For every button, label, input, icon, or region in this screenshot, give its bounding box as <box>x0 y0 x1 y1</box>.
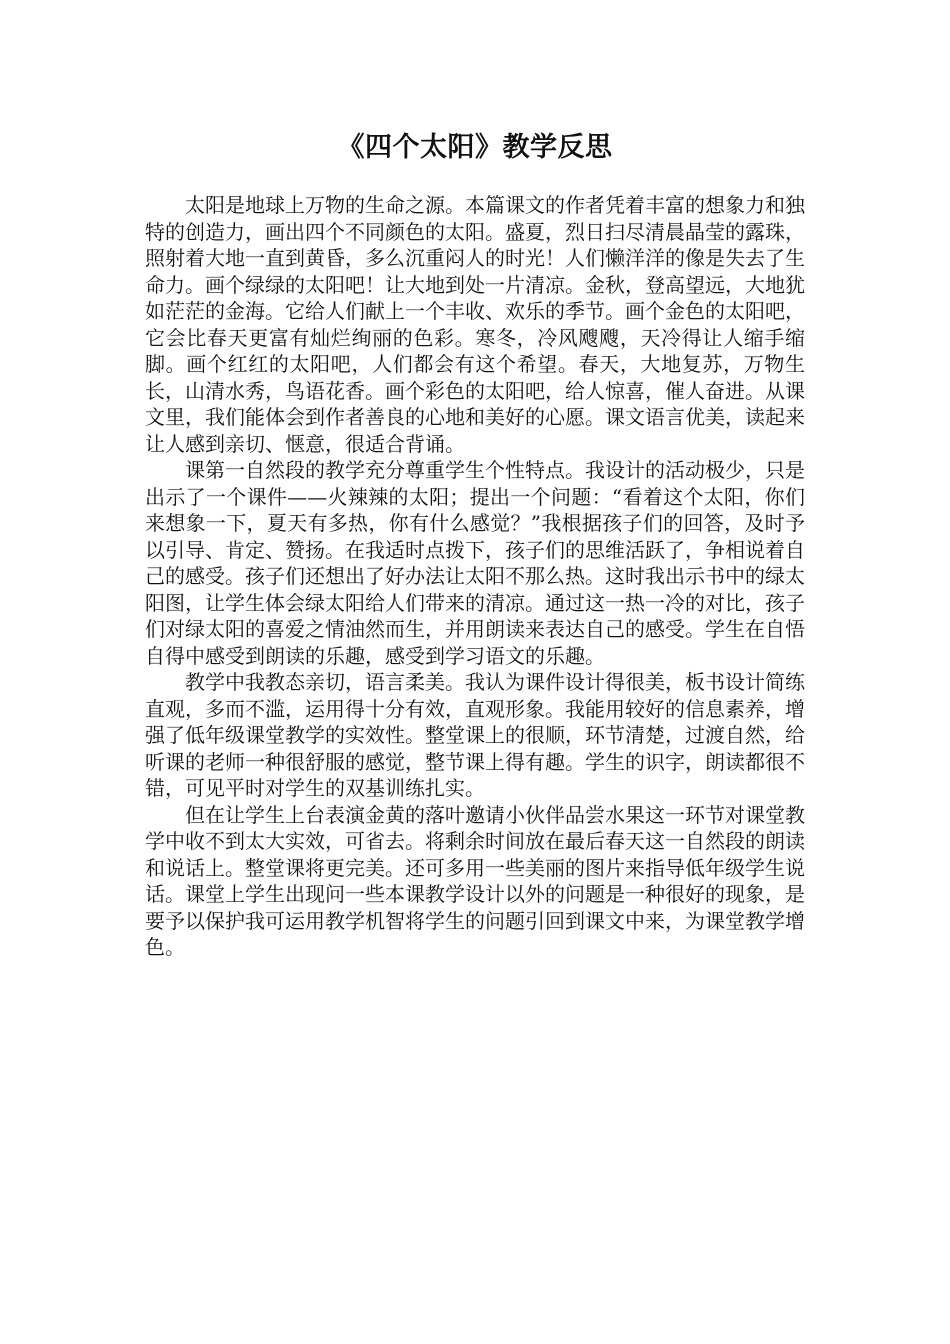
paragraph-3: 教学中我教态亲切，语言柔美。我认为课件设计得很美，板书设计简练直观，多而不滥，运用得十分有效，直观形象。我能用较好的信息素养，增强了低年级课堂教学的实效性。整堂课上的很顺，环节清楚，过渡自然，给听课的老师一种很舒服的感觉，整节课上得有趣。学生的识字，朗读都很不错，可见平时对学生的双基训练扎实。 <box>145 670 805 800</box>
paragraph-4: 但在让学生上台表演金黄的落叶邀请小伙伴品尝水果这一环节对课堂教学中收不到太大实效，可省去。将剩余时间放在最后春天这一自然段的朗读和说话上。整堂课将更完美。还可多用一些美丽的图片来指导低年级学生说话。课堂上学生出现问一些本课教学设计以外的问题是一种很好的现象，是要予以保护我可运用教学机智将学生的问题引回到课文中来，为课堂教学增色。 <box>145 802 805 959</box>
paragraph-1: 太阳是地球上万物的生命之源。本篇课文的作者凭着丰富的想象力和独特的创造力，画出四个不同颜色的太阳。盛夏，烈日扫尽清晨晶莹的露珠，照射着大地一直到黄昏，多么沉重闷人的时光！人们懒洋洋的像是失去了生命力。画个绿绿的太阳吧！让大地到处一片清凉。金秋，登高望远，大地犹如茫茫的金海。它给人们献上一个丰收、欢乐的季节。画个金色的太阳吧，它会比春天更富有灿烂绚丽的色彩。寒冬，冷风飕飕，天冷得让人缩手缩脚。画个红红的太阳吧，人们都会有这个希望。春天，大地复苏，万物生长，山清水秀，鸟语花香。画个彩色的太阳吧，给人惊喜，催人奋进。从课文里，我们能体会到作者善良的心地和美好的心愿。课文语言优美，读起来让人感到亲切、惬意，很适合背诵。 <box>145 193 805 456</box>
document-title: 《四个太阳》教学反思 <box>337 132 613 163</box>
document-page <box>145 128 805 961</box>
paragraph-2: 课第一自然段的教学充分尊重学生个性特点。我设计的活动极少，只是出示了一个课件——火辣辣的太阳；提出一个问题：“看着这个太阳，你们来想象一下，夏天有多热，你有什么感觉？”我根据孩子们的回答，及时予以引导、肯定、赞扬。在我适时点拨下，孩子们的思维活跃了，争相说着自己的感受。孩子们还想出了好办法让太阳不那么热。这时我出示书中的绿太阳图，让学生体会绿太阳给人们带来的清凉。通过这一热一冷的对比，孩子们对绿太阳的喜爱之情油然而生，并用朗读来表达自己的感受。学生在自悟自得中感受到朗读的乐趣，感受到学习语文的乐趣。 <box>145 458 805 668</box>
